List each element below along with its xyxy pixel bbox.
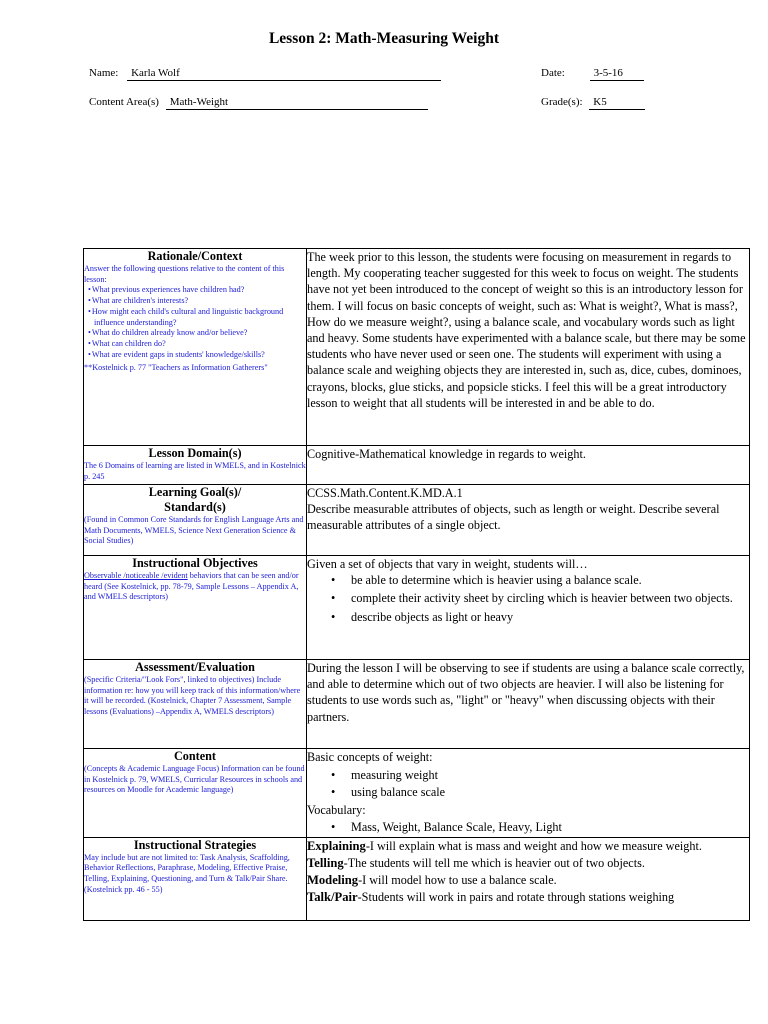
objective-item: • describe objects as light or heavy <box>351 609 749 625</box>
vocabulary-list <box>307 819 749 837</box>
rationale-question: • What do children already know and/or believe? <box>94 328 306 339</box>
rationale-question: • What can children do? <box>94 339 306 350</box>
strategy-text: -I will explain what is mass and weight and how we measure weight. <box>365 838 702 853</box>
goal-description: (Found in Common Core Standards for English Language Arts and Math Documents, WMELS, Science Next Generation Science & Social Studies) <box>84 515 304 546</box>
goal-label-cell <box>84 485 307 556</box>
content-concepts-list <box>307 767 749 802</box>
objectives-description-rest: behaviors that can be seen and/or heard (See Kostelnick, pp. 78-79, Sample Lessons – Appendix A, and WMELS descriptors) <box>84 571 299 602</box>
assessment-heading: Assessment/Evaluation <box>135 660 255 674</box>
assessment-label-cell <box>84 660 307 749</box>
name-value: Karla Wolf <box>127 67 441 81</box>
strategies-description: May include but are not limited to: Task Analysis, Scaffolding, Behavior Reflections, Paraphrase, Modeling, Effective Praise, Telling, Explaining, Questioning, and Turn & Talk/Pair Share. (Kostelnick pp. 46 - 55) <box>84 852 290 894</box>
goal-content <box>307 485 750 556</box>
page-title: Lesson 2: Math-Measuring Weight <box>268 30 500 47</box>
objectives-description-underlined: Observable /noticeable /evident <box>84 571 188 580</box>
strategy-entry <box>307 872 749 889</box>
rationale-question-list <box>84 285 306 360</box>
concept-item: • measuring weight <box>351 767 749 785</box>
content-area-field <box>89 96 428 110</box>
concept-item: • using balance scale <box>351 784 749 802</box>
objectives-label-cell <box>84 556 307 660</box>
domain-description: The 6 Domains of learning are listed in WMELS, and in Kostelnick p. 245 <box>84 461 306 481</box>
strategy-term: Modeling <box>307 872 359 887</box>
strategy-entry <box>307 838 749 855</box>
strategies-label-cell <box>84 837 307 920</box>
rationale-content: The week prior to this lesson, the students were focusing on measurement in regards to length. My cooperating teacher suggested for this week to focus on weight. The students have not yet been introduced to the concept of weight so this is an introductory lesson for them. I will focus on basic concepts of weight, such as: What is weight?, What is mass?, How do we measure weight?, using a balance scale, and vocabulary words such as light and heavy. Some students have experimented with a balance scale, but there may be some students who have never used or seen one. The students will experiment with using a balance scale and weighing objects they are interested in, such as, dice, cubes, dominoes, crayons, blocks, glue sticks, and popsicle sticks. I feel this will be a great introductory lesson to weight that all students will be interested in and be able to do. <box>307 249 750 446</box>
rationale-row <box>84 249 750 446</box>
rationale-description <box>84 264 306 374</box>
content-description: (Concepts & Academic Language Focus) Information can be found in Kostelnick p. 79, WMELS, Curricular Resources in schools and resources on Moodle for Academic language) <box>84 764 305 795</box>
strategy-entry <box>307 889 749 906</box>
objectives-description <box>84 571 306 603</box>
content-label-cell <box>84 749 307 838</box>
vocabulary-label: Vocabulary: <box>307 802 366 817</box>
domain-heading: Lesson Domain(s) <box>148 446 242 460</box>
objectives-intro: Given a set of objects that vary in weight, students will… <box>307 557 588 571</box>
content-content <box>307 749 750 838</box>
goal-standard-text: Describe measurable attributes of objects, such as length or weight. Describe several measurable attributes of a single object. <box>307 502 720 533</box>
rationale-heading: Rationale/Context <box>147 249 243 263</box>
assessment-row <box>84 660 750 749</box>
strategy-term: Telling <box>307 855 344 870</box>
strategy-text: -Students will work in pairs and rotate through stations weighing <box>357 889 675 904</box>
date-value: 3-5-16 <box>590 67 644 81</box>
date-field <box>541 67 644 81</box>
goal-standard-code: CCSS.Math.Content.K.MD.A.1 <box>307 486 463 500</box>
name-field <box>89 67 441 81</box>
objectives-content <box>307 556 750 660</box>
strategy-text: -The students will tell me which is heavier out of two objects. <box>343 855 645 870</box>
strategy-term: Explaining <box>307 838 366 853</box>
objectives-heading: Instructional Objectives <box>132 556 258 570</box>
rationale-question: • How might each child's cultural and linguistic background influence understanding? <box>94 307 306 328</box>
objective-item: • complete their activity sheet by circling which is heavier between two objects. <box>351 590 749 606</box>
objective-item: • be able to determine which is heavier using a balance scale. <box>351 572 749 588</box>
vocabulary-item: • Mass, Weight, Balance Scale, Heavy, Light <box>351 819 749 837</box>
rationale-question: • What previous experiences have children had? <box>94 285 306 296</box>
grade-label: Grade(s): <box>541 96 583 108</box>
rationale-label-cell <box>84 249 307 446</box>
assessment-description: (Specific Criteria/"Look Fors", linked to objectives) Include information re: how you will keep track of this information/where it will be recorded. (Kostelnick, Chapter 7 Assessment, Sample lessons (Evaluations) –Appendix A, WMELS descriptors) <box>84 675 301 717</box>
rationale-reference: **Kostelnick p. 77 "Teachers as Information Gatherers" <box>84 363 268 373</box>
goal-row <box>84 485 750 556</box>
domain-row <box>84 446 750 485</box>
goal-heading <box>84 485 306 515</box>
goal-heading-line1: Learning Goal(s)/ <box>148 485 242 499</box>
rationale-intro: Answer the following questions relative to the content of this lesson: <box>84 264 285 284</box>
content-area-label: Content Area(s) <box>89 96 159 108</box>
lesson-plan-table <box>83 248 750 921</box>
date-label: Date: <box>541 67 565 79</box>
grade-field <box>541 96 645 110</box>
name-label: Name: <box>89 67 119 79</box>
domain-content: Cognitive-Mathematical knowledge in regards to weight. <box>307 446 750 485</box>
strategy-term: Talk/Pair <box>307 889 358 904</box>
content-intro: Basic concepts of weight: <box>307 750 433 764</box>
assessment-content: During the lesson I will be observing to see if students are using a balance scale correctly, and able to determine which out of two objects are heavier. I will also be listening for students to use words such as, "light" or "heavy" when discussing objects with their partners. <box>307 660 750 749</box>
strategies-heading: Instructional Strategies <box>133 837 257 852</box>
domain-label-cell <box>84 446 307 485</box>
objectives-list <box>307 572 749 625</box>
strategy-text: -I will model how to use a balance scale. <box>358 872 557 887</box>
grade-value: K5 <box>589 96 645 110</box>
rationale-question: • What are evident gaps in students' knowledge/skills? <box>94 350 306 361</box>
goal-heading-line2: Standard(s) <box>164 500 226 514</box>
strategies-content <box>307 837 750 920</box>
content-heading: Content <box>174 749 216 763</box>
strategies-row <box>84 837 750 920</box>
objectives-row <box>84 556 750 660</box>
content-area-value: Math-Weight <box>166 96 428 110</box>
rationale-question: • What are children's interests? <box>94 296 306 307</box>
strategy-entry <box>307 855 749 872</box>
content-row <box>84 749 750 838</box>
